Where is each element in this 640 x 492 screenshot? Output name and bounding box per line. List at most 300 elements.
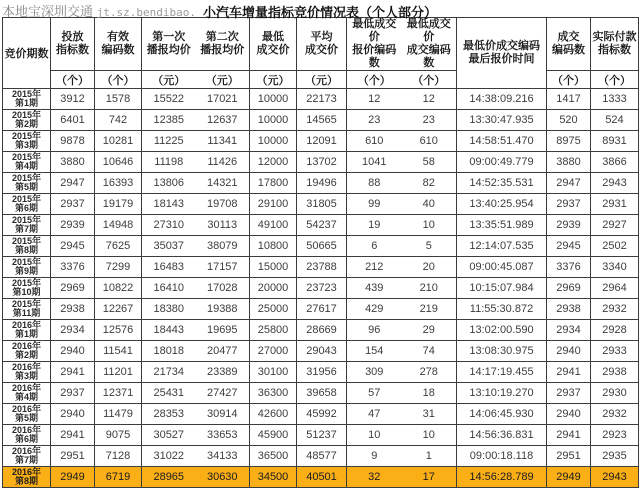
value-cell: 30527 <box>142 425 196 446</box>
value-cell: 18380 <box>142 299 196 320</box>
value-cell: 6 <box>347 236 402 257</box>
value-cell: 2941 <box>51 362 95 383</box>
value-cell: 10000 <box>250 89 297 110</box>
value-cell: 49100 <box>250 215 297 236</box>
header-unit-6: （个） <box>347 71 402 89</box>
value-cell: 27310 <box>142 215 196 236</box>
period-year: 2016年 <box>11 403 42 414</box>
value-cell: 33653 <box>196 425 250 446</box>
value-cell: 2938 <box>51 299 95 320</box>
value-cell: 2932 <box>591 404 639 425</box>
value-cell: 27427 <box>196 383 250 404</box>
value-cell: 28353 <box>142 404 196 425</box>
period-term: 第6期 <box>14 434 38 444</box>
header-line2: 播报均价 <box>200 44 245 56</box>
value-cell: 14321 <box>196 173 250 194</box>
value-cell: 54237 <box>297 215 347 236</box>
value-cell: 39658 <box>297 383 347 404</box>
header-col-0 <box>51 18 95 71</box>
period-term: 第5期 <box>14 182 38 192</box>
header-unit-0: （个） <box>51 71 95 89</box>
value-cell: 2941 <box>51 425 95 446</box>
header-line1: 第二次 <box>205 31 239 43</box>
table-row <box>3 383 639 404</box>
period-term: 第6期 <box>14 203 38 213</box>
period-cell <box>3 194 51 215</box>
period-term: 第3期 <box>14 371 38 381</box>
value-cell: 9878 <box>51 131 95 152</box>
value-cell: 20 <box>402 257 457 278</box>
period-cell <box>3 362 51 383</box>
value-cell: 34500 <box>250 467 297 488</box>
value-cell: 31 <box>402 404 457 425</box>
period-year: 2015年 <box>11 214 42 225</box>
value-cell: 429 <box>347 299 402 320</box>
value-cell: 23 <box>402 110 457 131</box>
value-cell: 2941 <box>547 362 591 383</box>
period-year: 2015年 <box>11 172 42 183</box>
value-cell: 3376 <box>547 257 591 278</box>
value-cell: 1 <box>402 446 457 467</box>
value-cell: 1333 <box>591 89 639 110</box>
table-row <box>3 194 639 215</box>
value-cell: 45900 <box>250 425 297 446</box>
period-year: 2016年 <box>11 361 42 372</box>
table-row <box>3 173 639 194</box>
table-row <box>3 257 639 278</box>
header-col-8 <box>457 18 547 89</box>
value-cell: 5 <box>402 236 457 257</box>
value-cell: 23723 <box>297 278 347 299</box>
table-row <box>3 110 639 131</box>
value-cell: 16483 <box>142 257 196 278</box>
value-cell: 14:38:09.216 <box>457 89 547 110</box>
value-cell: 17 <box>402 467 457 488</box>
period-term: 第2期 <box>14 350 38 360</box>
value-cell: 2937 <box>51 383 95 404</box>
value-cell: 2937 <box>547 194 591 215</box>
header-line2: 最后报价时间 <box>468 53 535 65</box>
period-year: 2016年 <box>11 340 42 351</box>
value-cell: 38079 <box>196 236 250 257</box>
value-cell: 8975 <box>547 131 591 152</box>
value-cell: 23389 <box>196 362 250 383</box>
value-cell: 2934 <box>547 320 591 341</box>
header-unit-4: （元） <box>250 71 297 89</box>
period-year: 2016年 <box>11 382 42 393</box>
value-cell: 11:55:30.872 <box>457 299 547 320</box>
value-cell: 40 <box>402 194 457 215</box>
header-unit-3: （元） <box>196 71 250 89</box>
value-cell: 11341 <box>196 131 250 152</box>
value-cell: 11225 <box>142 131 196 152</box>
value-cell: 7625 <box>95 236 142 257</box>
table-row <box>3 467 639 488</box>
period-term: 第1期 <box>14 98 38 108</box>
period-term: 第10期 <box>12 287 41 297</box>
period-year: 2015年 <box>11 151 42 162</box>
value-cell: 2931 <box>591 194 639 215</box>
value-cell: 1041 <box>347 152 402 173</box>
value-cell: 524 <box>591 110 639 131</box>
value-cell: 12:14:07.535 <box>457 236 547 257</box>
header-col-5 <box>297 18 347 71</box>
watermark-site: 本地宝深圳交通 <box>2 4 94 19</box>
value-cell: 11426 <box>196 152 250 173</box>
value-cell: 12091 <box>297 131 347 152</box>
value-cell: 154 <box>347 341 402 362</box>
value-cell: 27617 <box>297 299 347 320</box>
value-cell: 19388 <box>196 299 250 320</box>
header-col-1 <box>95 18 142 71</box>
value-cell: 19708 <box>196 194 250 215</box>
value-cell: 13806 <box>142 173 196 194</box>
period-year: 2016年 <box>11 445 42 456</box>
value-cell: 30100 <box>250 362 297 383</box>
header-unit-2: （元） <box>142 71 196 89</box>
value-cell: 20000 <box>250 278 297 299</box>
value-cell: 21734 <box>142 362 196 383</box>
header-unit-9: （个） <box>547 71 591 89</box>
value-cell: 2940 <box>547 404 591 425</box>
table-row <box>3 131 639 152</box>
value-cell: 610 <box>402 131 457 152</box>
period-cell <box>3 467 51 488</box>
value-cell: 30914 <box>196 404 250 425</box>
value-cell: 17800 <box>250 173 297 194</box>
value-cell: 3376 <box>51 257 95 278</box>
value-cell: 439 <box>347 278 402 299</box>
value-cell: 2934 <box>51 320 95 341</box>
value-cell: 12267 <box>95 299 142 320</box>
period-year: 2016年 <box>11 466 42 477</box>
value-cell: 23788 <box>297 257 347 278</box>
header-col-3 <box>196 18 250 71</box>
value-cell: 2940 <box>51 341 95 362</box>
value-cell: 48577 <box>297 446 347 467</box>
period-term: 第1期 <box>14 329 38 339</box>
table-row <box>3 89 639 110</box>
header-line1: 第一次 <box>152 31 186 43</box>
header-line2: 成交编码数 <box>406 44 451 69</box>
value-cell: 2964 <box>591 278 639 299</box>
value-cell: 82 <box>402 173 457 194</box>
value-cell: 2969 <box>547 278 591 299</box>
header-line1: 最低成交价 <box>352 18 397 43</box>
value-cell: 212 <box>347 257 402 278</box>
header-period: 竞价期数 <box>3 18 51 89</box>
period-cell <box>3 320 51 341</box>
page-title: 小汽车增量指标竞价情况表（个人部分） <box>202 5 437 20</box>
value-cell: 45992 <box>297 404 347 425</box>
value-cell: 6719 <box>95 467 142 488</box>
value-cell: 2940 <box>51 404 95 425</box>
value-cell: 23 <box>347 110 402 131</box>
value-cell: 13:10:19.270 <box>457 383 547 404</box>
value-cell: 36300 <box>250 383 297 404</box>
value-cell: 2951 <box>547 446 591 467</box>
value-cell: 2937 <box>51 194 95 215</box>
value-cell: 10822 <box>95 278 142 299</box>
period-term: 第7期 <box>14 224 38 234</box>
value-cell: 2938 <box>547 299 591 320</box>
period-cell <box>3 131 51 152</box>
value-cell: 25800 <box>250 320 297 341</box>
table-row <box>3 362 639 383</box>
value-cell: 10000 <box>250 110 297 131</box>
table-row <box>3 152 639 173</box>
period-cell <box>3 236 51 257</box>
value-cell: 13:08:30.975 <box>457 341 547 362</box>
value-cell: 2947 <box>547 173 591 194</box>
period-year: 2015年 <box>11 88 42 99</box>
value-cell: 10000 <box>250 131 297 152</box>
header-line1: 有效 <box>107 31 129 43</box>
value-cell: 09:00:18.118 <box>457 446 547 467</box>
value-cell: 14948 <box>95 215 142 236</box>
period-term: 第3期 <box>14 140 38 150</box>
value-cell: 22173 <box>297 89 347 110</box>
period-year: 2015年 <box>11 193 42 204</box>
value-cell: 10 <box>402 425 457 446</box>
value-cell: 2923 <box>591 425 639 446</box>
value-cell: 2941 <box>547 425 591 446</box>
value-cell: 20477 <box>196 341 250 362</box>
period-cell <box>3 404 51 425</box>
value-cell: 2935 <box>591 446 639 467</box>
value-cell: 25431 <box>142 383 196 404</box>
value-cell: 09:00:45.087 <box>457 257 547 278</box>
value-cell: 3340 <box>591 257 639 278</box>
value-cell: 8931 <box>591 131 639 152</box>
value-cell: 18443 <box>142 320 196 341</box>
value-cell: 210 <box>402 278 457 299</box>
value-cell: 12385 <box>142 110 196 131</box>
value-cell: 88 <box>347 173 402 194</box>
value-cell: 10800 <box>250 236 297 257</box>
value-cell: 42600 <box>250 404 297 425</box>
value-cell: 2949 <box>51 467 95 488</box>
value-cell: 31022 <box>142 446 196 467</box>
value-cell: 610 <box>347 131 402 152</box>
period-cell <box>3 341 51 362</box>
table-row <box>3 425 639 446</box>
value-cell: 2937 <box>547 383 591 404</box>
period-cell <box>3 425 51 446</box>
value-cell: 12 <box>347 89 402 110</box>
header-line2: 指标数 <box>56 44 89 56</box>
header-line2: 指标数 <box>598 44 631 56</box>
header-line1: 实际付款 <box>592 31 637 43</box>
value-cell: 31956 <box>297 362 347 383</box>
header-col-10 <box>591 18 639 71</box>
topbar <box>0 0 640 20</box>
header-unit-1: （个） <box>95 71 142 89</box>
header-line2: 报价编码数 <box>352 44 397 69</box>
value-cell: 11198 <box>142 152 196 173</box>
value-cell: 10:15:07.984 <box>457 278 547 299</box>
period-cell <box>3 89 51 110</box>
period-cell <box>3 173 51 194</box>
header-row-names <box>3 18 639 71</box>
header-col-9 <box>547 18 591 71</box>
value-cell: 2947 <box>51 173 95 194</box>
period-cell <box>3 110 51 131</box>
header-line1: 最低价成交编码 <box>463 40 540 52</box>
value-cell: 2940 <box>547 341 591 362</box>
value-cell: 36500 <box>250 446 297 467</box>
table-body <box>3 89 639 488</box>
period-year: 2015年 <box>11 235 42 246</box>
value-cell: 3912 <box>51 89 95 110</box>
value-cell: 309 <box>347 362 402 383</box>
value-cell: 10 <box>402 215 457 236</box>
period-term: 第4期 <box>14 392 38 402</box>
value-cell: 96 <box>347 320 402 341</box>
value-cell: 32 <box>347 467 402 488</box>
value-cell: 15000 <box>250 257 297 278</box>
table-row <box>3 215 639 236</box>
period-year: 2015年 <box>11 109 42 120</box>
value-cell: 3880 <box>547 152 591 173</box>
header-line2: 编码数 <box>552 44 585 56</box>
value-cell: 13:02:00.590 <box>457 320 547 341</box>
value-cell: 14:58:51.470 <box>457 131 547 152</box>
period-year: 2015年 <box>11 256 42 267</box>
period-year: 2015年 <box>11 277 42 288</box>
value-cell: 2502 <box>591 236 639 257</box>
header-line1: 投放 <box>61 31 84 43</box>
value-cell: 18143 <box>142 194 196 215</box>
value-cell: 13702 <box>297 152 347 173</box>
value-cell: 18018 <box>142 341 196 362</box>
value-cell: 14:17:19.455 <box>457 362 547 383</box>
value-cell: 17157 <box>196 257 250 278</box>
value-cell: 15522 <box>142 89 196 110</box>
period-year: 2016年 <box>11 424 42 435</box>
value-cell: 58 <box>402 152 457 173</box>
value-cell: 2945 <box>547 236 591 257</box>
value-cell: 2951 <box>51 446 95 467</box>
table-row <box>3 341 639 362</box>
header-line1: 最低成交价 <box>406 18 451 43</box>
table-row <box>3 278 639 299</box>
period-term: 第11期 <box>12 308 41 318</box>
period-term: 第2期 <box>14 119 38 129</box>
value-cell: 28669 <box>297 320 347 341</box>
value-cell: 30113 <box>196 215 250 236</box>
watermark-url: jt.sz.bendibao. <box>96 6 196 19</box>
value-cell: 1578 <box>95 89 142 110</box>
header-line2: 成交价 <box>256 44 290 56</box>
value-cell: 29043 <box>297 341 347 362</box>
value-cell: 2927 <box>591 215 639 236</box>
period-cell <box>3 215 51 236</box>
period-cell <box>3 446 51 467</box>
bidding-table <box>2 17 639 488</box>
value-cell: 14565 <box>297 110 347 131</box>
value-cell: 219 <box>402 299 457 320</box>
value-cell: 14:56:28.789 <box>457 467 547 488</box>
value-cell: 2933 <box>591 341 639 362</box>
header-line1: 成交 <box>557 31 580 43</box>
value-cell: 17028 <box>196 278 250 299</box>
value-cell: 10 <box>347 425 402 446</box>
period-cell <box>3 299 51 320</box>
value-cell: 2928 <box>591 320 639 341</box>
value-cell: 51237 <box>297 425 347 446</box>
value-cell: 30630 <box>196 467 250 488</box>
value-cell: 11541 <box>95 341 142 362</box>
value-cell: 47 <box>347 404 402 425</box>
header-unit-5: （元） <box>297 71 347 89</box>
value-cell: 13:35:51.989 <box>457 215 547 236</box>
value-cell: 29 <box>402 320 457 341</box>
value-cell: 2945 <box>51 236 95 257</box>
period-term: 第4期 <box>14 161 38 171</box>
value-cell: 25000 <box>250 299 297 320</box>
value-cell: 74 <box>402 341 457 362</box>
value-cell: 1417 <box>547 89 591 110</box>
value-cell: 3880 <box>51 152 95 173</box>
value-cell: 2969 <box>51 278 95 299</box>
value-cell: 13:30:47.935 <box>457 110 547 131</box>
period-cell <box>3 152 51 173</box>
period-year: 2015年 <box>11 130 42 141</box>
value-cell: 18 <box>402 383 457 404</box>
table-row <box>3 236 639 257</box>
table-row <box>3 404 639 425</box>
value-cell: 29100 <box>250 194 297 215</box>
value-cell: 9 <box>347 446 402 467</box>
period-term: 第9期 <box>14 266 38 276</box>
value-cell: 13:40:25.954 <box>457 194 547 215</box>
value-cell: 2943 <box>591 173 639 194</box>
value-cell: 99 <box>347 194 402 215</box>
value-cell: 35037 <box>142 236 196 257</box>
value-cell: 2930 <box>591 383 639 404</box>
value-cell: 6401 <box>51 110 95 131</box>
value-cell: 2943 <box>591 467 639 488</box>
value-cell: 40501 <box>297 467 347 488</box>
header-unit-10: （个） <box>591 71 639 89</box>
value-cell: 3866 <box>591 152 639 173</box>
header-col-6 <box>347 18 402 71</box>
value-cell: 520 <box>547 110 591 131</box>
value-cell: 10281 <box>95 131 142 152</box>
value-cell: 19 <box>347 215 402 236</box>
period-cell <box>3 278 51 299</box>
value-cell: 742 <box>95 110 142 131</box>
header-line1: 平均 <box>310 31 333 43</box>
value-cell: 57 <box>347 383 402 404</box>
period-term: 第8期 <box>14 245 38 255</box>
value-cell: 2939 <box>51 215 95 236</box>
value-cell: 09:00:49.779 <box>457 152 547 173</box>
period-cell <box>3 383 51 404</box>
value-cell: 14:06:45.930 <box>457 404 547 425</box>
value-cell: 12 <box>402 89 457 110</box>
value-cell: 2938 <box>591 362 639 383</box>
value-cell: 50665 <box>297 236 347 257</box>
header-line2: 播报均价 <box>146 44 191 56</box>
period-year: 2016年 <box>11 319 42 330</box>
value-cell: 14:52:35.531 <box>457 173 547 194</box>
value-cell: 7299 <box>95 257 142 278</box>
value-cell: 31805 <box>297 194 347 215</box>
value-cell: 28965 <box>142 467 196 488</box>
period-cell <box>3 257 51 278</box>
